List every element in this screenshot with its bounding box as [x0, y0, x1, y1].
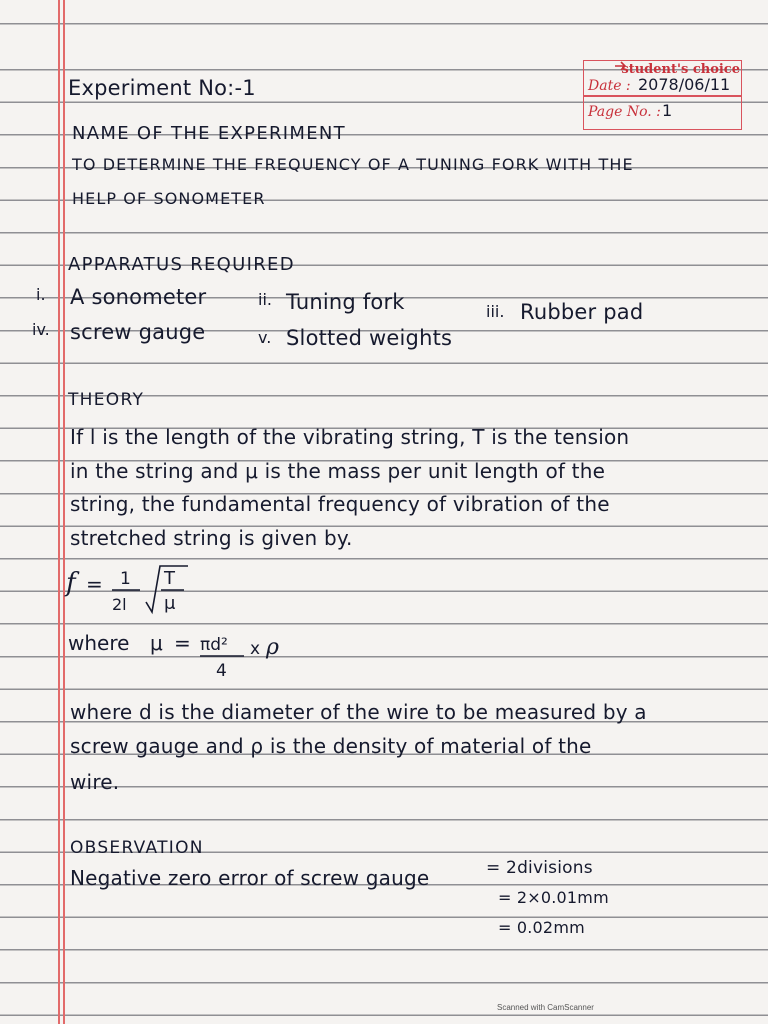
- observation-value: = 0.02mm: [498, 918, 585, 937]
- formula-denominator: 2l: [112, 595, 127, 614]
- where-word: where: [68, 631, 130, 655]
- times-sign: x: [250, 639, 261, 659]
- list-number: v.: [258, 328, 272, 347]
- list-number: ii.: [258, 290, 272, 309]
- page-value: 1: [662, 101, 673, 120]
- formula-lhs: f: [66, 568, 76, 598]
- apparatus-item: screw gauge: [70, 320, 206, 344]
- apparatus-heading: APPARATUS REQUIRED: [68, 254, 295, 275]
- formula2-denominator: 4: [216, 661, 227, 681]
- formula-equals: =: [86, 572, 103, 596]
- list-number: iii.: [486, 302, 505, 321]
- observation-value: = 2×0.01mm: [498, 888, 609, 907]
- list-number: i.: [36, 285, 46, 304]
- apparatus-item: Slotted weights: [286, 326, 453, 350]
- theory-line: stretched string is given by.: [70, 526, 353, 550]
- radical-numerator: T: [164, 568, 175, 589]
- apparatus-item: A sonometer: [70, 285, 207, 309]
- observation-heading: OBSERVATION: [70, 838, 204, 858]
- list-number: iv.: [32, 320, 50, 339]
- observation-value: = 2divisions: [486, 858, 593, 878]
- theory-heading: THEORY: [68, 390, 145, 410]
- stamp-divider: [584, 95, 741, 97]
- radical-denominator: μ: [164, 593, 176, 614]
- date-label: Date :: [588, 78, 631, 94]
- theory-line: in the string and μ is the mass per unit length of the: [70, 459, 606, 483]
- name-heading: NAME OF THE EXPERIMENT: [72, 123, 346, 144]
- density-symbol: ρ: [266, 635, 279, 660]
- formula-numerator: 1: [120, 569, 131, 589]
- scanner-watermark: Scanned with CamScanner: [497, 1003, 594, 1012]
- formula2-lhs: μ: [150, 631, 163, 655]
- date-value: 2078/06/11: [638, 75, 731, 94]
- formula2-equals: =: [174, 631, 191, 655]
- frequency-formula: [60, 562, 210, 618]
- page-label: Page No. :: [588, 104, 661, 120]
- apparatus-item: Tuning fork: [286, 290, 405, 314]
- theory-line: screw gauge and ρ is the density of material of the: [70, 734, 592, 758]
- theory-line: If l is the length of the vibrating string, T is the tension: [70, 425, 630, 449]
- observation-line: Negative zero error of screw gauge: [70, 866, 430, 890]
- theory-line: wire.: [70, 770, 120, 794]
- aim-line: TO DETERMINE THE FREQUENCY OF A TUNING FORK WITH THE: [72, 155, 634, 174]
- aim-line: HELP OF SONOMETER: [72, 189, 266, 208]
- theory-line: where d is the diameter of the wire to be measured by a: [70, 700, 647, 724]
- mass-per-length-formula: [66, 628, 326, 684]
- theory-line: string, the fundamental frequency of vibration of the: [70, 492, 610, 516]
- margin-line-inner: [63, 0, 65, 1024]
- formula2-numerator: πd²: [200, 635, 228, 655]
- brand-logo: student's choice: [621, 62, 740, 77]
- apparatus-item: Rubber pad: [520, 300, 644, 324]
- experiment-heading: Experiment No:-1: [68, 76, 256, 100]
- margin-line-outer: [58, 0, 60, 1024]
